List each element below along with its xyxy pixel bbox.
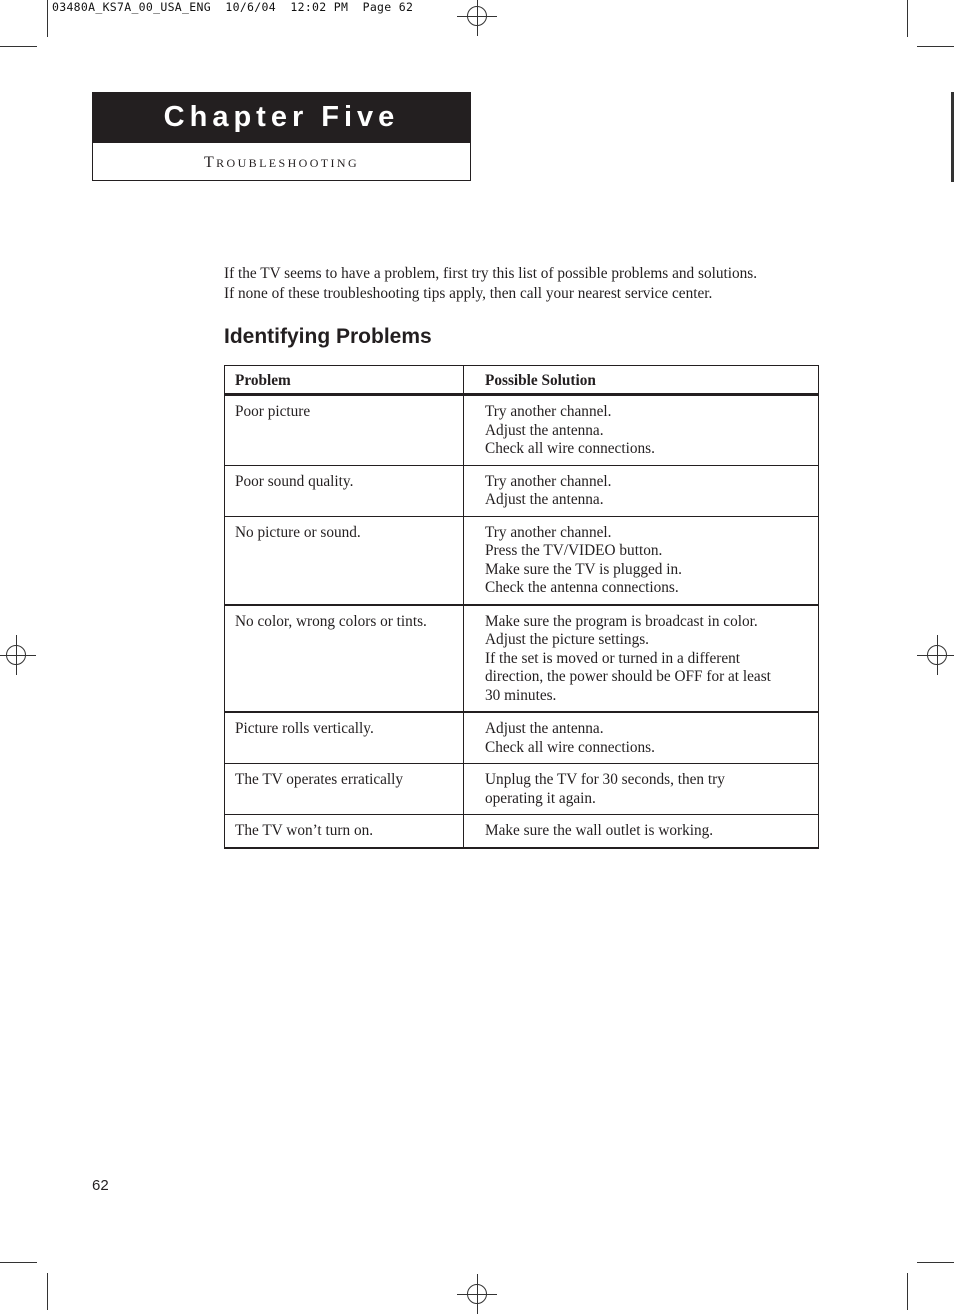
chapter-title: Chapter Five	[93, 93, 470, 143]
solution-line: direction, the power should be OFF for at least	[485, 668, 771, 685]
problem-cell: Picture rolls vertically.	[225, 713, 464, 763]
table-row	[225, 763, 818, 814]
crop-mark	[907, 1273, 908, 1310]
solution-line: If the set is moved or turned in a different	[485, 649, 741, 667]
section-heading: Identifying Problems	[224, 325, 432, 348]
table-row	[225, 814, 818, 847]
problem-cell: No color, wrong colors or tints.	[225, 606, 464, 712]
troubleshooting-table	[224, 365, 819, 849]
solution-cell	[464, 713, 818, 763]
solution-line: Unplug the TV for 30 seconds, then try	[485, 771, 725, 788]
solution-line: Check the antenna connections.	[485, 579, 679, 596]
solution-cell	[464, 466, 818, 516]
chapter-subtitle	[93, 143, 470, 181]
solution-cell	[464, 517, 818, 604]
solution-line: Check all wire connections.	[485, 738, 655, 756]
table-row	[225, 711, 818, 763]
column-header-solution: Possible Solution	[485, 372, 596, 389]
table-row	[225, 395, 818, 465]
solution-line: Try another channel.	[485, 403, 612, 420]
chapter-subtitle-initial: T	[203, 154, 217, 171]
print-slug: 03480A_KS7A_00_USA_ENG 10/6/04 12:02 PM Page 62	[52, 0, 414, 14]
intro-line: If none of these troubleshooting tips apply, then call your nearest service center.	[224, 284, 713, 302]
solution-line: Adjust the picture settings.	[485, 631, 649, 648]
solution-line: operating it again.	[485, 789, 596, 807]
solution-cell	[464, 396, 818, 465]
intro-line: If the TV seems to have a problem, first try this list of possible problems and solutions.	[224, 265, 758, 282]
table-row	[225, 604, 818, 712]
solution-line: Check all wire connections.	[485, 440, 655, 457]
crop-mark	[0, 1262, 37, 1263]
table-row	[225, 465, 818, 516]
solution-line: Adjust the antenna.	[485, 421, 604, 439]
registration-mark-right	[917, 635, 954, 675]
table-header-row	[225, 366, 818, 395]
table-row	[225, 516, 818, 604]
problem-cell: No picture or sound.	[225, 517, 464, 604]
problem-cell: The TV won’t turn on.	[225, 815, 464, 847]
problem-cell: The TV operates erratically	[225, 764, 464, 814]
crop-mark	[907, 0, 908, 37]
crop-mark	[917, 1262, 954, 1263]
solution-cell	[464, 606, 818, 712]
column-header-problem: Problem	[225, 366, 464, 393]
solution-line: Make sure the program is broadcast in color.	[485, 612, 758, 630]
intro-paragraph	[224, 264, 824, 303]
crop-mark	[0, 46, 37, 47]
solution-cell	[464, 815, 818, 847]
registration-mark-bottom	[457, 1274, 497, 1314]
solution-line: Adjust the antenna.	[485, 720, 604, 737]
solution-line: Press the TV/VIDEO button.	[485, 542, 663, 559]
crop-mark	[47, 1273, 48, 1310]
page-number: 62	[92, 1177, 109, 1194]
solution-line: 30 minutes.	[485, 686, 557, 704]
solution-line: Try another channel.	[485, 472, 612, 490]
problem-cell: Poor sound quality.	[225, 466, 464, 516]
registration-mark-top	[457, 0, 497, 36]
chapter-header	[92, 92, 471, 181]
chapter-subtitle-rest: ROUBLESHOOTING	[216, 156, 360, 170]
crop-mark	[47, 0, 48, 37]
solution-line: Make sure the TV is plugged in.	[485, 560, 682, 578]
solution-line: Make sure the wall outlet is working.	[485, 822, 714, 839]
solution-line: Try another channel.	[485, 523, 612, 541]
registration-mark-left	[0, 635, 36, 675]
problem-cell: Poor picture	[225, 396, 464, 465]
solution-line: Adjust the antenna.	[485, 491, 604, 508]
crop-mark	[917, 46, 954, 47]
solution-cell	[464, 764, 818, 814]
